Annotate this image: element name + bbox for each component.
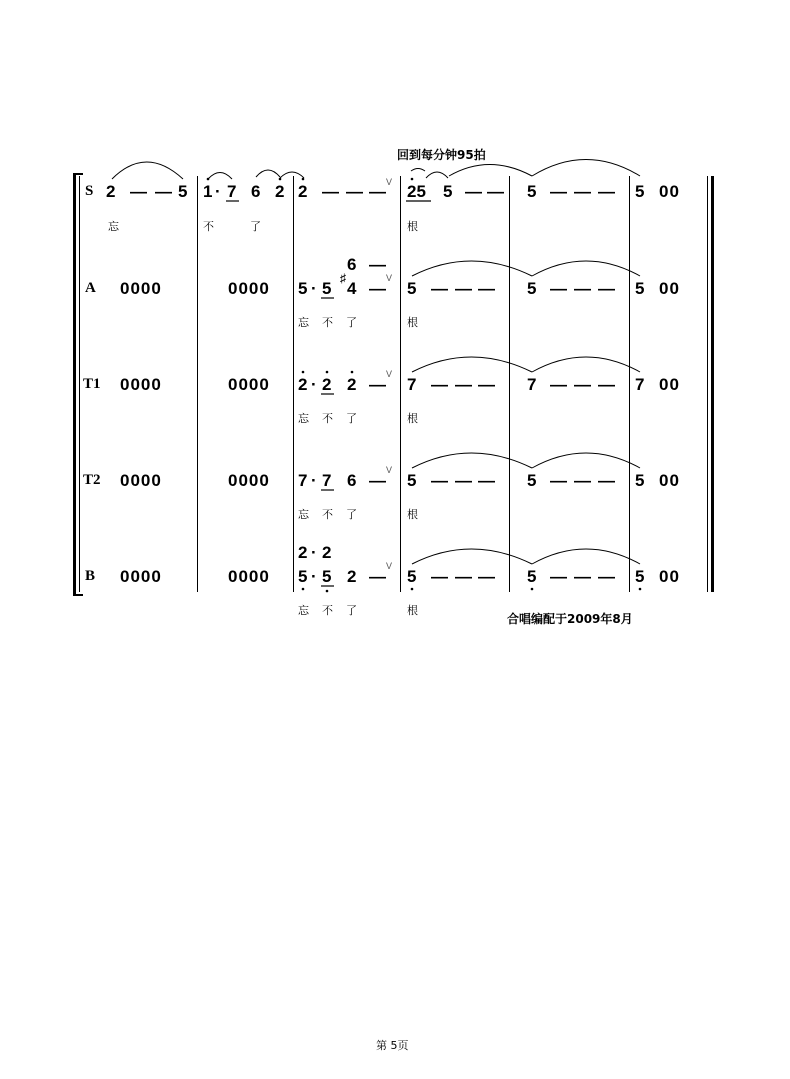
s-note: 1 (203, 182, 213, 201)
t2-lyric: 了 (346, 508, 357, 521)
a-dash: — (455, 279, 472, 298)
t2-dash: — (369, 471, 386, 490)
part-label-bass: B (85, 568, 96, 584)
t2-note: 7 (298, 471, 308, 490)
b-dash: — (574, 567, 591, 586)
b-dot-upper: · (311, 543, 317, 562)
low-octave-dot (531, 588, 534, 591)
b-note: 5 (298, 567, 308, 586)
s-dash: — (550, 182, 567, 201)
b-note: 5 (322, 567, 332, 586)
t1-rest: 0000 (228, 375, 270, 394)
s-dash: — (574, 182, 591, 201)
s-end-rest: 00 (659, 182, 680, 201)
a-note: 5 (407, 279, 417, 298)
high-octave-dot (279, 178, 282, 181)
t1-note: 2 (322, 375, 332, 394)
low-octave-dot (411, 588, 414, 591)
high-octave-dot (302, 371, 305, 374)
a-dash: — (574, 279, 591, 298)
s-dash: — (369, 182, 386, 201)
b-rest: 0000 (120, 567, 162, 586)
s-note: 25 (407, 182, 426, 201)
tie (532, 453, 640, 468)
t1-note: 2 (298, 375, 308, 394)
high-octave-dot (326, 371, 329, 374)
b-dot: · (311, 567, 317, 586)
a-dash: — (478, 279, 495, 298)
s-lyric: 根 (407, 220, 418, 233)
high-octave-dot (411, 178, 414, 181)
t2-dash: — (598, 471, 615, 490)
s-dash: — (322, 182, 339, 201)
low-octave-dot (326, 590, 329, 593)
part-label-alto: A (85, 280, 96, 296)
part-label-tenor-1: T1 (83, 376, 101, 392)
b-dash: — (455, 567, 472, 586)
t2-dash: — (431, 471, 448, 490)
a-dash: — (431, 279, 448, 298)
a-rest: 0000 (120, 279, 162, 298)
arranger-note: 合唱编配于2009年8月 (507, 612, 633, 626)
breath-mark: V (386, 369, 393, 379)
b-dash: — (369, 567, 386, 586)
t1-lyric: 忘 (298, 412, 309, 425)
s-dash: — (465, 182, 482, 201)
a-dot: · (311, 279, 317, 298)
a-dash: — (598, 279, 615, 298)
b-rest: 0000 (228, 567, 270, 586)
tie (411, 169, 425, 172)
t2-lyric: 根 (407, 508, 418, 521)
breath-mark: V (386, 177, 393, 187)
part-label-tenor-2: T2 (83, 472, 101, 488)
t2-rest: 0000 (228, 471, 270, 490)
s-note: 5 (443, 182, 453, 201)
slur (208, 173, 232, 180)
high-octave-dot (302, 178, 305, 181)
breath-mark: V (386, 465, 393, 475)
slur (426, 172, 448, 178)
octave-dots (207, 178, 645, 593)
page-number: 第 5页 (376, 1039, 409, 1052)
t1-lyric: 根 (407, 412, 418, 425)
s-note: 5 (527, 182, 537, 201)
s-dash: — (346, 182, 363, 201)
b-dash: — (478, 567, 495, 586)
a-note: 5 (298, 279, 308, 298)
s-dash: — (598, 182, 615, 201)
tempo-marking: 回到每分钟95拍 (397, 148, 486, 162)
low-octave-dot (639, 588, 642, 591)
a-note: 4 (347, 279, 357, 298)
a-dash: — (369, 279, 386, 298)
t2-lyric: 不 (322, 508, 333, 521)
a-note: 5 (635, 279, 645, 298)
s-note: 5 (178, 182, 188, 201)
t2-note: 5 (407, 471, 417, 490)
t1-dot: · (311, 375, 317, 394)
b-note: 5 (407, 567, 417, 586)
b-lyric: 了 (346, 604, 357, 617)
t2-note: 6 (347, 471, 357, 490)
s-dash: — (155, 182, 172, 201)
t1-note: 7 (635, 375, 645, 394)
a-note: 5 (322, 279, 332, 298)
b-note: 5 (635, 567, 645, 586)
slur (256, 170, 280, 177)
high-octave-dot (207, 178, 210, 181)
b-dash: — (431, 567, 448, 586)
s-dash: — (130, 182, 147, 201)
tie (532, 549, 640, 564)
t1-dash: — (574, 375, 591, 394)
a-lyric: 根 (407, 316, 418, 329)
a-note: 5 (527, 279, 537, 298)
a-lyric: 忘 (298, 316, 309, 329)
a-lyric: 不 (322, 316, 333, 329)
a-note-upper: 6 (347, 255, 357, 274)
tie (412, 549, 532, 564)
s-note: 7 (227, 182, 237, 201)
t2-dash: — (550, 471, 567, 490)
breath-mark: V (386, 273, 393, 283)
tie (532, 261, 640, 276)
tie (532, 160, 640, 177)
t1-dash: — (455, 375, 472, 394)
tie (412, 357, 532, 372)
t1-lyric: 不 (322, 412, 333, 425)
t1-note: 7 (527, 375, 537, 394)
t1-end-rest: 00 (659, 375, 680, 394)
s-note: 2 (275, 182, 285, 201)
t2-note: 7 (322, 471, 332, 490)
s-dash: — (487, 182, 504, 201)
b-note: 5 (527, 567, 537, 586)
tie (280, 172, 304, 178)
t2-note: 5 (635, 471, 645, 490)
t2-end-rest: 00 (659, 471, 680, 490)
s-dot: · (215, 182, 221, 201)
sharp-sign: ♯ (340, 271, 346, 285)
a-dash: — (369, 255, 386, 274)
tie (412, 453, 532, 468)
s-lyric: 了 (250, 220, 261, 233)
low-octave-dot (302, 588, 305, 591)
b-dash: — (550, 567, 567, 586)
b-lyric: 不 (322, 604, 333, 617)
t1-note: 7 (407, 375, 417, 394)
t1-rest: 0000 (120, 375, 162, 394)
t2-dash: — (455, 471, 472, 490)
t2-note: 5 (527, 471, 537, 490)
a-rest: 0000 (228, 279, 270, 298)
t1-dash: — (598, 375, 615, 394)
t2-lyric: 忘 (298, 508, 309, 521)
t1-dash: — (478, 375, 495, 394)
b-note: 2 (347, 567, 357, 586)
s-note: 6 (251, 182, 261, 201)
a-lyric: 了 (346, 316, 357, 329)
b-end-rest: 00 (659, 567, 680, 586)
b-lyric: 忘 (298, 604, 309, 617)
t1-dash: — (369, 375, 386, 394)
t1-lyric: 了 (346, 412, 357, 425)
b-note-upper: 2 (298, 543, 308, 562)
t1-note: 2 (347, 375, 357, 394)
slurs (112, 160, 640, 565)
t1-dash: — (550, 375, 567, 394)
s-note: 5 (635, 182, 645, 201)
a-end-rest: 00 (659, 279, 680, 298)
tie (412, 261, 532, 276)
a-dash: — (550, 279, 567, 298)
underlines (226, 201, 431, 586)
b-note-upper: 2 (322, 543, 332, 562)
t2-dash: — (478, 471, 495, 490)
s-note: 2 (298, 182, 308, 201)
s-lyric: 忘 (108, 220, 119, 233)
s-note: 2 (106, 182, 116, 201)
tie (449, 165, 532, 177)
t2-rest: 0000 (120, 471, 162, 490)
s-lyric: 不 (203, 220, 214, 233)
b-lyric: 根 (407, 604, 418, 617)
t2-dot: · (311, 471, 317, 490)
part-label-soprano: S (85, 183, 94, 199)
breath-mark: V (386, 561, 393, 571)
t1-dash: — (431, 375, 448, 394)
t2-dash: — (574, 471, 591, 490)
b-dash: — (598, 567, 615, 586)
slur (112, 162, 183, 179)
high-octave-dot (351, 371, 354, 374)
tie (532, 357, 640, 372)
